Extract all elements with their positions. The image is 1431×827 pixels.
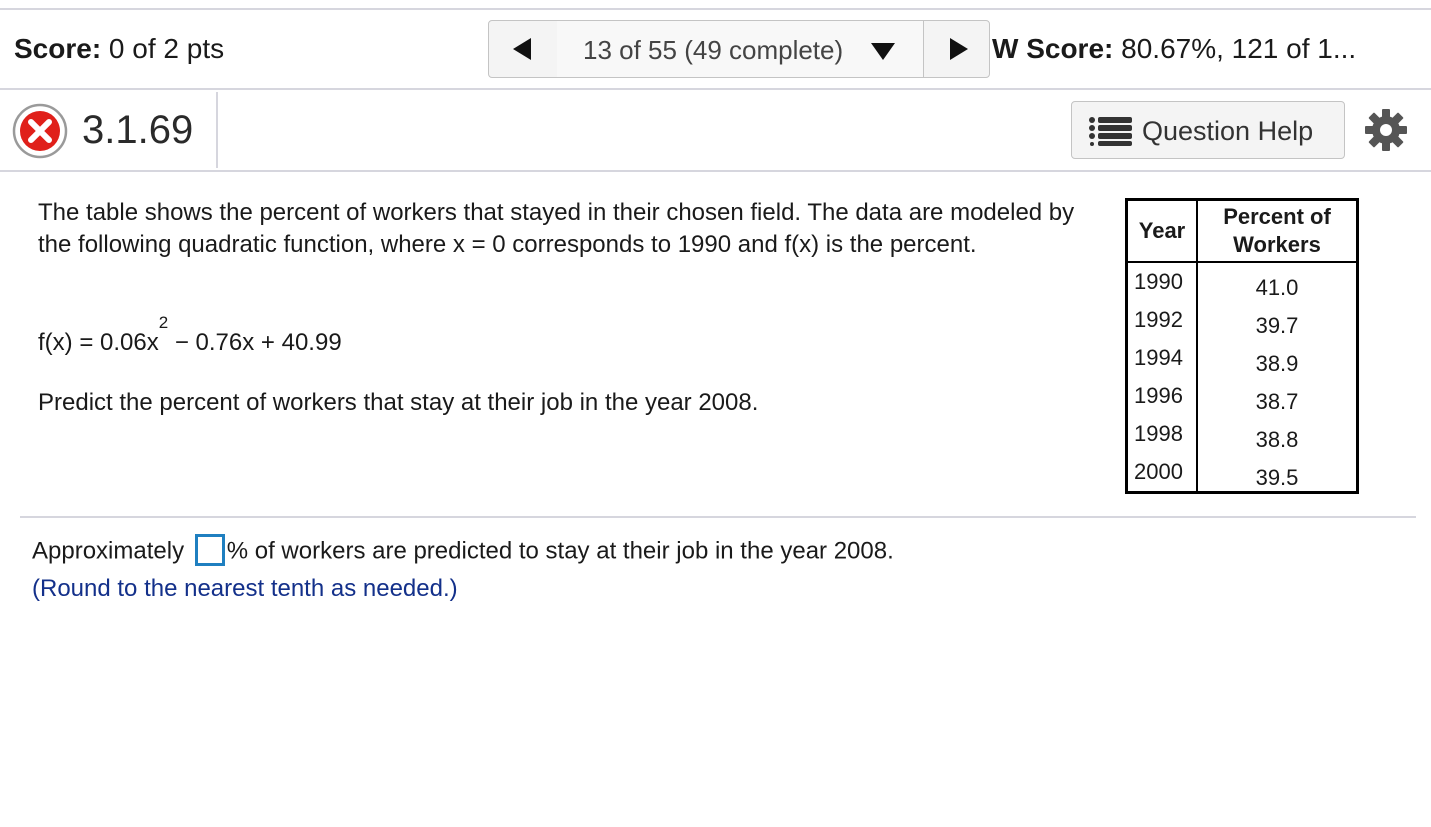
column-header-year: Year [1127,200,1198,263]
score-value: 0 of 2 pts [101,33,225,64]
year-cell: 2000 [1127,453,1198,493]
header-separator [216,92,218,168]
percent-cell: 39.7 [1255,313,1299,338]
column-header-percent-line2: Workers [1233,232,1321,257]
hw-score-label: W Score: [992,33,1114,64]
percent-cell: 41.0 [1255,275,1299,300]
year-cell: 1992 [1127,301,1198,339]
answer-suffix: % of workers are predicted to stay at their job in the year 2008. [226,537,894,565]
score-display [14,33,224,65]
top-border [0,8,1431,10]
next-question-button[interactable] [923,21,990,77]
data-table [1125,198,1359,494]
question-number: 3.1.69 [82,108,194,152]
list-icon [1088,116,1134,146]
arrow-left-icon [513,38,531,60]
year-cell: 1998 [1127,415,1198,453]
problem-intro: The table shows the percent of workers that stayed in their chosen field. The data are modeled by the following quadratic function, where x = 0 corresponds to 1990 and f(x) is the percent. [38,199,1075,258]
question-selector-dropdown[interactable] [557,21,923,77]
answer-input[interactable] [195,534,225,566]
question-help-button[interactable] [1071,101,1345,159]
previous-question-button[interactable] [489,21,558,77]
table-row [1127,262,1358,301]
table-header-row [1127,200,1358,263]
question-divider [0,170,1431,172]
percent-cell: 38.8 [1255,427,1299,452]
question-navigator [488,20,990,78]
table-row [1127,377,1358,415]
year-cell: 1996 [1127,377,1198,415]
caret-down-icon [871,43,895,60]
function-part-b: − 0.76x + 40.99 [168,329,342,356]
question-help-label: Question Help [1142,116,1314,146]
answer-divider [20,516,1416,518]
column-header-percent [1197,200,1358,263]
arrow-right-icon [950,38,968,60]
gear-icon[interactable] [1364,108,1408,152]
year-cell: 1990 [1127,262,1198,301]
function-part-a: f(x) = 0.06x [38,329,159,356]
table-row [1127,301,1358,339]
percent-cell: 38.7 [1255,389,1299,414]
function-exponent: 2 [158,313,169,332]
table-row [1127,415,1358,453]
table-row [1127,339,1358,377]
question-position: 13 of 55 (49 complete) [583,35,844,65]
answer-prefix: Approximately [32,537,191,565]
problem-prompt: Predict the percent of workers that stay at their job in the year 2008. [38,389,759,416]
table-row [1127,453,1358,493]
percent-cell: 38.9 [1255,351,1299,376]
hw-score-value: 80.67%, 121 of 1... [1113,33,1357,64]
header-divider [0,88,1431,90]
function-formula [38,313,342,359]
percent-cell: 39.5 [1255,465,1299,490]
column-header-percent-line1: Percent of [1223,204,1331,229]
x-circle-icon [12,103,68,159]
year-cell: 1994 [1127,339,1198,377]
rounding-hint: (Round to the nearest tenth as needed.) [32,575,458,602]
homework-score [992,33,1412,65]
answer-sentence [32,536,894,568]
score-label: Score: [14,33,102,64]
